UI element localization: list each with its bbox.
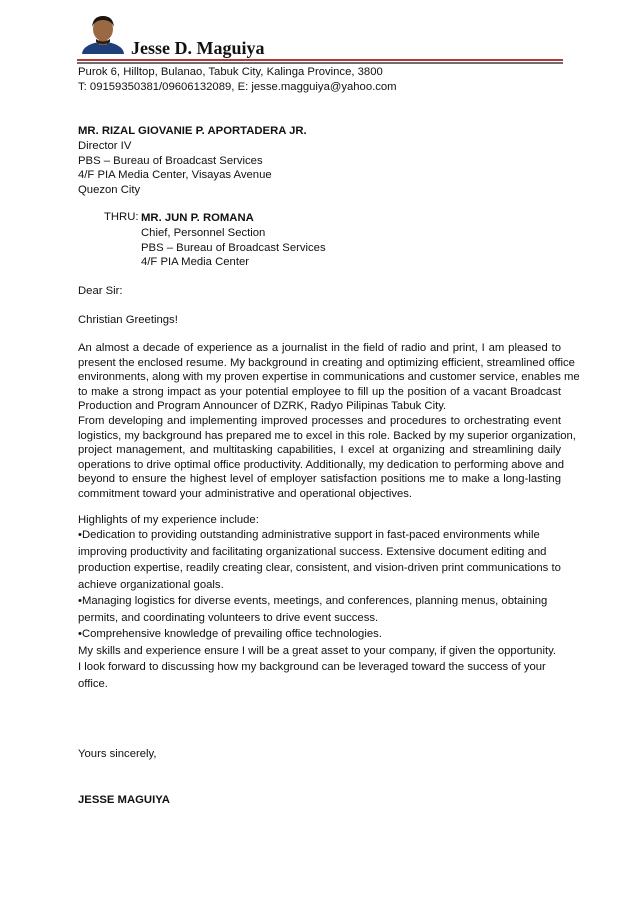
highlight-line: My skills and experience ensure I will be a great asset to your company, if given the opportunity. <box>78 645 557 657</box>
paragraph-line: commitment toward your administrative and operational objectives. <box>78 487 413 500</box>
thru-label: THRU: <box>104 211 139 223</box>
highlight-line: •Comprehensive knowledge of prevailing office technologies. <box>78 628 382 640</box>
highlight-line: permits, and coordinating volunteers to drive event success. <box>78 612 379 624</box>
header-rule-top <box>77 59 563 61</box>
paragraph-line: project management, and multitasking capabilities, I excel at organizing and streamlining daily <box>78 444 561 457</box>
sender-contact: T: 09159350381/09606132089, E: jesse.magguiya@yahoo.com <box>78 81 397 93</box>
body-paragraph-2 <box>78 414 576 502</box>
thru-line: PBS – Bureau of Broadcast Services <box>141 242 326 254</box>
closing: Yours sincerely, <box>78 748 157 760</box>
highlight-line: •Dedication to providing outstanding administrative support in fast-paced environments while <box>78 529 540 541</box>
paragraph-line: environments, along with my proven expertise in communications and customer service, enables me <box>78 371 580 384</box>
recipient-line: Quezon City <box>78 184 141 196</box>
recipient-line: 4/F PIA Media Center, Visayas Avenue <box>78 169 272 181</box>
recipient-line: PBS – Bureau of Broadcast Services <box>78 155 263 167</box>
paragraph-line: operations to drive optimal office productivity. Additionally, my dedication to performing above and <box>78 458 565 471</box>
sender-address: Purok 6, Hilltop, Bulanao, Tabuk City, Kalinga Province, 3800 <box>78 66 383 78</box>
body-paragraph-1 <box>78 341 580 414</box>
highlight-line: improving productivity and facilitating organizational success. Extensive document editing and <box>78 546 547 558</box>
thru-name: MR. JUN P. ROMANA <box>141 212 254 224</box>
paragraph-line: logistics, my background has prepared me to excel in this role. Backed by my superior organization, <box>78 429 576 442</box>
highlights-intro: Highlights of my experience include: <box>78 514 259 526</box>
paragraph-line: Production and Program Announcer of DZRK, Radyo Pilipinas Tabuk City. <box>78 400 447 413</box>
recipient-line: Director IV <box>78 140 132 152</box>
avatar <box>80 12 126 54</box>
greeting: Christian Greetings! <box>78 314 178 326</box>
highlight-line: I look forward to discussing how my background can be leveraged toward the success of your <box>78 661 546 673</box>
applicant-name: Jesse D. Maguiya <box>131 38 265 58</box>
header-rule-bottom <box>77 62 563 64</box>
paragraph-line: beyond to ensure the highest level of employer satisfaction positions me to make a long-lasting <box>78 473 561 486</box>
paragraph-line: present the enclosed resume. My background in creating and optimizing efficient, streamlined office <box>78 356 575 369</box>
paragraph-line: An almost a decade of experience as a journalist in the field of radio and print, I am pleased to <box>78 342 561 354</box>
thru-line: 4/F PIA Media Center <box>141 256 249 268</box>
highlight-line: office. <box>78 678 108 690</box>
highlight-line: achieve organizational goals. <box>78 579 224 591</box>
highlight-line: production expertise, readily creating clear, consistent, and vision-driven print communications to <box>78 562 561 574</box>
highlight-line: •Managing logistics for diverse events, meetings, and conferences, planning menus, obtaining <box>78 595 548 607</box>
portrait-photo <box>80 12 126 54</box>
thru-line: Chief, Personnel Section <box>141 227 266 239</box>
salutation: Dear Sir: <box>78 285 123 297</box>
recipient-name: MR. RIZAL GIOVANIE P. APORTADERA JR. <box>78 125 307 137</box>
paragraph-line: to make a strong impact as your potential employee to fill up the position of a vacant Broadcast <box>78 385 561 398</box>
signature-name: JESSE MAGUIYA <box>78 794 170 806</box>
paragraph-line: From developing and implementing improved processes and procedures to orchestrating event <box>78 415 561 427</box>
